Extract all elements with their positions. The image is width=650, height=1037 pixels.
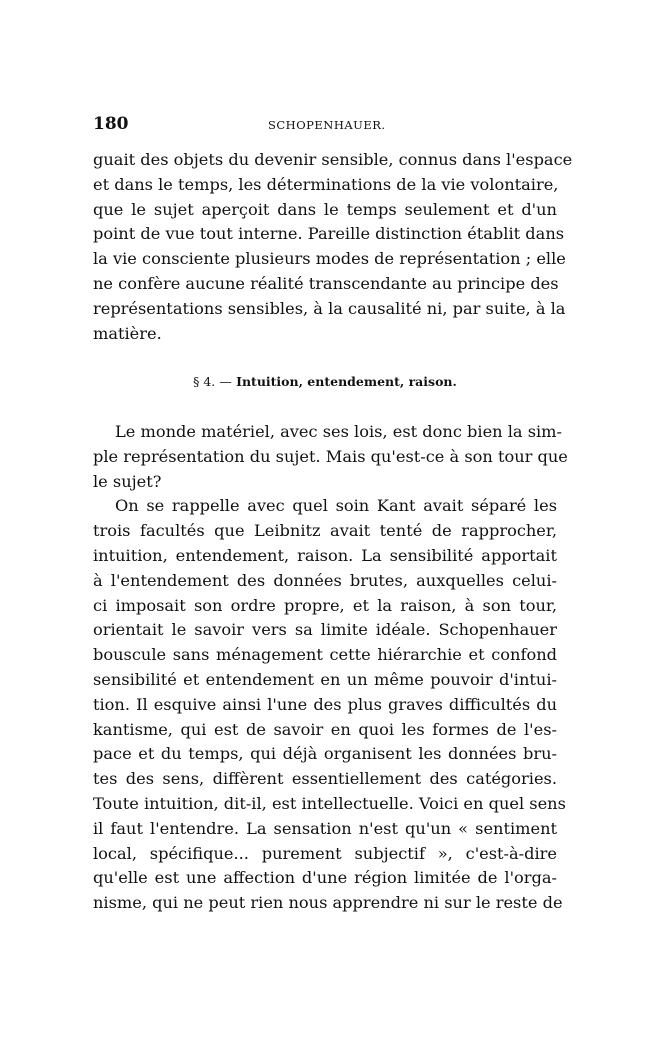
text-line: tion. Il esquive ainsi l'une des plus graves difficultés du <box>93 694 557 714</box>
page-number: 180 <box>93 114 129 134</box>
section-heading <box>0 374 650 389</box>
text-line: ple représentation du sujet. Mais qu'est-ce à son tour que <box>93 446 568 466</box>
running-head: SCHOPENHAUER. <box>268 118 386 132</box>
text-line: matière. <box>93 323 162 343</box>
section-title: Intuition, entendement, raison. <box>236 374 457 389</box>
text-line: et dans le temps, les déterminations de la vie volontaire, <box>93 174 559 194</box>
text-line: intuition, entendement, raison. La sensibilité apportait <box>93 546 557 565</box>
text-line: pace et du temps, qui déjà organisent les données bru- <box>93 744 557 764</box>
text-line: On se rappelle avec quel soin Kant avait séparé les <box>115 496 557 516</box>
text-line: ne confère aucune réalité transcendante au principe des <box>93 274 559 293</box>
text-line: point de vue tout interne. Pareille distinction établit dans <box>93 224 565 244</box>
text-line: nisme, qui ne peut rien nous apprendre ni sur le reste de <box>93 893 563 913</box>
section-number: § 4. — <box>193 374 232 389</box>
text-line: sensibilité et entendement en un même pouvoir d'intui- <box>93 670 557 689</box>
text-line: ci imposait son ordre propre, et la raison, à son tour, <box>93 595 557 615</box>
text-line: tes des sens, diffèrent essentiellement des catégories. <box>93 769 557 789</box>
text-line: que le sujet aperçoit dans le temps seulement et d'un <box>93 199 557 219</box>
text-line: local, spécifique... purement subjectif », c'est-à-dire <box>93 843 557 863</box>
text-line: trois facultés que Leibnitz avait tenté de rapprocher, <box>93 521 557 541</box>
text-line: kantisme, qui est de savoir en quoi les formes de l'es- <box>93 719 557 739</box>
text-line: il faut l'entendre. La sensation n'est qu'un « sentiment <box>93 818 557 838</box>
text-line: bouscule sans ménagement cette hiérarchie et confond <box>93 645 557 665</box>
text-line: orientait le savoir vers sa limite idéale. Schopenhauer <box>93 620 557 640</box>
text-line: qu'elle est une affection d'une région limitée de l'orga- <box>93 868 557 888</box>
text-line: Toute intuition, dit-il, est intellectuelle. Voici en quel sens <box>93 794 566 813</box>
text-line: représentations sensibles, à la causalité ni, par suite, à la <box>93 298 566 318</box>
text-line: le sujet? <box>93 471 162 491</box>
text-line: Le monde matériel, avec ses lois, est donc bien la sim- <box>115 422 563 441</box>
text-line: à l'entendement des données brutes, auxquelles celui- <box>93 570 557 590</box>
text-line: guait des objets du devenir sensible, connus dans l'espace <box>93 150 573 169</box>
text-line: la vie consciente plusieurs modes de représentation ; elle <box>93 249 566 269</box>
